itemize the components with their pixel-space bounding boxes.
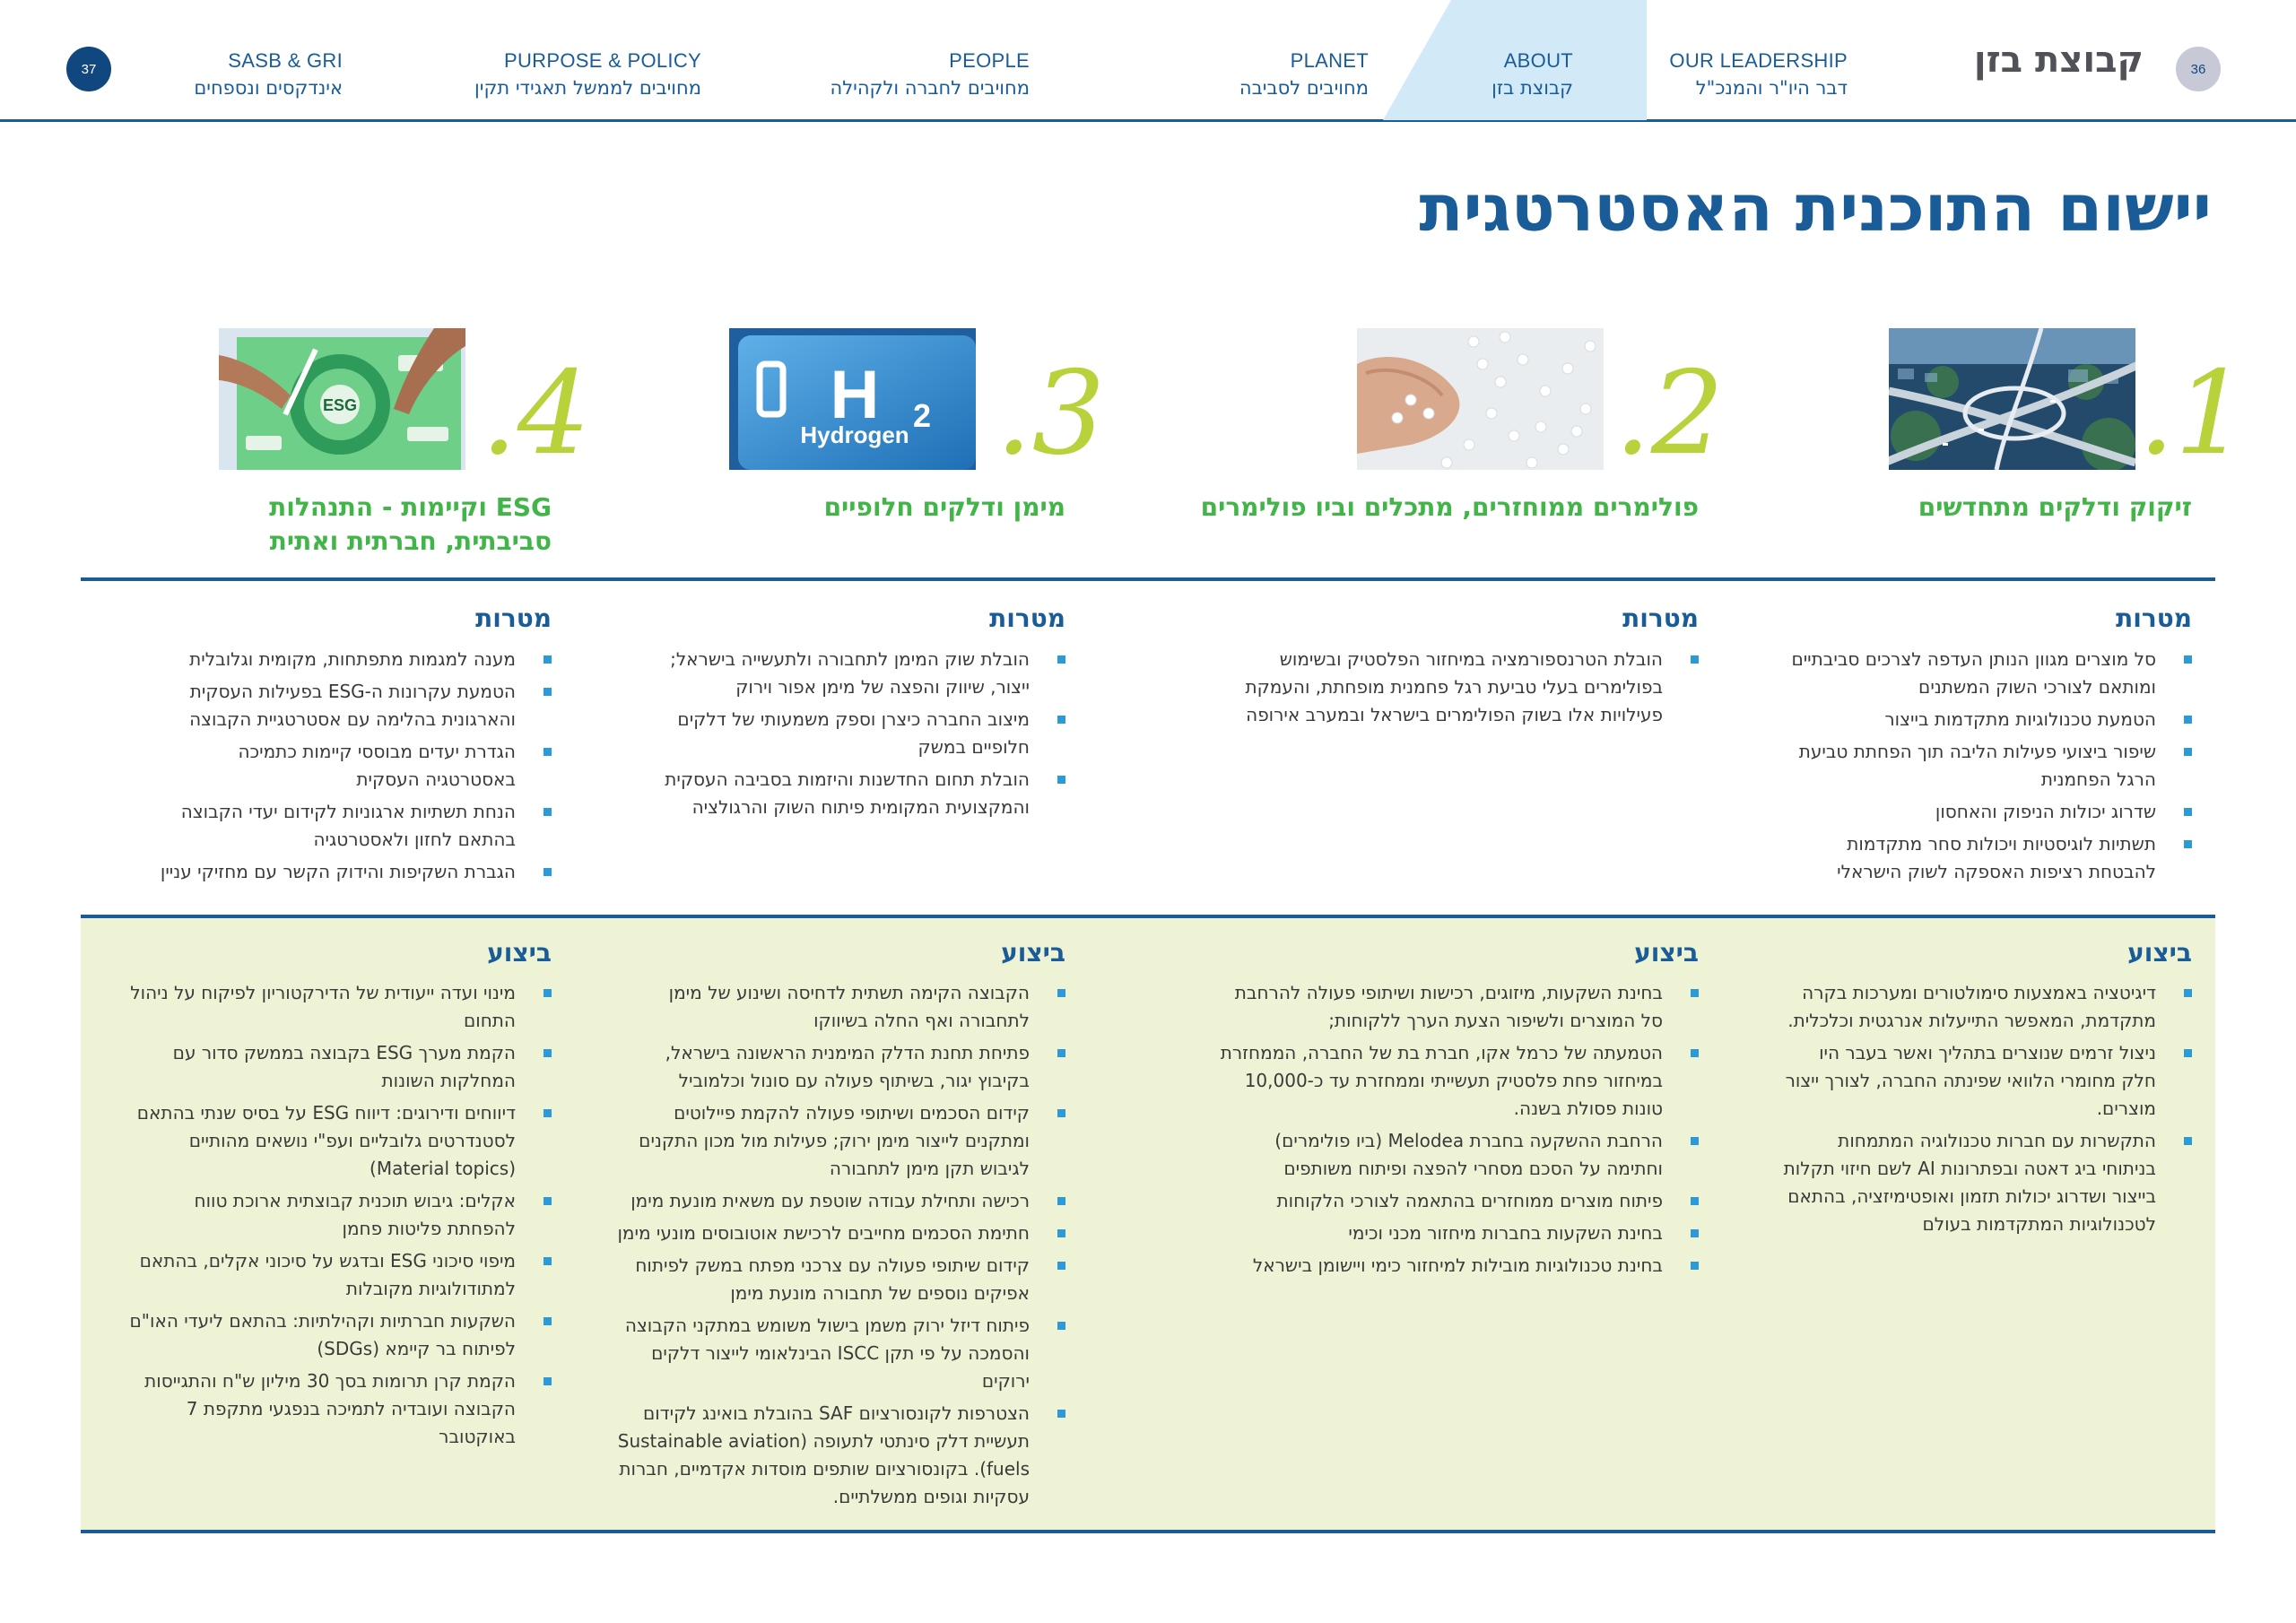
list-item: קידום הסכמים ושיתופי פעולה להקמת פיילוטים ומתקנים לייצור מימן ירוק; פעילות מול מכון התקנים לגיבוש תקן מימן לתחבורה bbox=[610, 1099, 1065, 1183]
nav-sasb-he: אינדקסים ונספחים bbox=[194, 77, 343, 99]
column-3-goals-label: מטרות bbox=[989, 603, 1065, 633]
divider-top bbox=[81, 577, 2215, 581]
column-2-goals-label: מטרות bbox=[1622, 603, 1699, 633]
column-2-execution-list bbox=[1220, 979, 1699, 1284]
list-item: בחינת השקעות, מיזוגים, רכישות ושיתופי פעולה להרחבת סל המוצרים ולשיפור הצעת הערך ללקוחות; bbox=[1220, 979, 1699, 1035]
esg-workshop-image bbox=[219, 328, 465, 470]
list-item: בחינת השקעות בחברות מיחזור מכני וכימי bbox=[1220, 1219, 1699, 1247]
list-item: הקמת קרן תרומות בסך 30 מיליון ש"ח והתגייסות הקבוצה ועובדיה לתמיכה בנפגעי מתקפת 7 באוקטובר bbox=[126, 1367, 552, 1451]
list-item: הרחבת ההשקעה בחברת Melodea (ביו פולימרים) וחתימה על הסכם מסחרי להפצה ופיתוח משותפים bbox=[1220, 1127, 1699, 1183]
nav-sasb-en: SASB & GRI bbox=[228, 49, 343, 72]
esg-image-text: ESG bbox=[322, 396, 358, 414]
page-number-left: 37 bbox=[66, 47, 111, 91]
list-item: הובלת שוק המימן לתחבורה ולתעשייה בישראל; ייצור, שיווק והפצה של מימן אפור וירוק bbox=[646, 646, 1065, 701]
nav-leadership-en: OUR LEADERSHIP bbox=[1669, 49, 1848, 72]
list-item: הטמעת עקרונות ה-ESG בפעילות העסקית והארגונית בהלימה עם אסטרטגיית הקבוצה bbox=[152, 678, 552, 733]
list-item: הגברת השקיפות והידוק הקשר עם מחזיקי עניין bbox=[152, 858, 552, 886]
top-navigation bbox=[0, 0, 2296, 122]
column-4-execution-list bbox=[126, 979, 552, 1455]
list-item: הנחת תשתיות ארגוניות לקידום יעדי הקבוצה בהתאם לחזון ולאסטרטגיה bbox=[152, 798, 552, 854]
divider-middle bbox=[81, 915, 2215, 918]
column-1-heading: זיקוק ודלקים מתחדשים bbox=[1918, 492, 2192, 522]
nav-planet-he: מחויבים לסביבה bbox=[1239, 77, 1369, 99]
column-4-execution-label: ביצוע bbox=[487, 938, 552, 968]
column-3-execution-label: ביצוע bbox=[1001, 938, 1065, 968]
column-1-goals-label: מטרות bbox=[2116, 603, 2192, 633]
column-1-number: .1 bbox=[2138, 347, 2248, 481]
column-2-number: .2 bbox=[1614, 347, 1725, 481]
page-title: יישום התוכנית האסטרטגית bbox=[1419, 170, 2212, 246]
nav-people-he: מחויבים לחברה ולקהילה bbox=[830, 77, 1030, 99]
list-item: פתיחת תחנת הדלק המימנית הראשונה בישראל, בקיבוץ יגור, בשיתוף פעולה עם סונול וכלמוביל bbox=[610, 1039, 1065, 1095]
column-3-number: .3 bbox=[996, 347, 1106, 481]
list-item: בחינת טכנולוגיות מובילות למיחזור כימי ויישומן בישראל bbox=[1220, 1252, 1699, 1280]
brand-logo-text: קבוצת בזן bbox=[1973, 39, 2144, 81]
list-item: הקמת מערך ESG בקבוצה בממשק סדור עם המחלקות השונות bbox=[126, 1039, 552, 1095]
column-1-goals-list bbox=[1783, 646, 2192, 890]
hydrogen-sign-image bbox=[729, 328, 976, 470]
column-2-heading: פולימרים ממוחזרים, מתכלים וביו פולימרים bbox=[1200, 492, 1699, 522]
column-2-execution-label: ביצוע bbox=[1634, 938, 1699, 968]
nav-planet-en: PLANET bbox=[1290, 49, 1369, 72]
nav-people-en: PEOPLE bbox=[949, 49, 1030, 72]
list-item: רכישה ותחילת עבודה שוטפת עם משאית מונעת מימן bbox=[610, 1187, 1065, 1215]
nav-people[interactable] bbox=[789, 47, 1030, 102]
list-item: הובלת הטרנספורמציה במיחזור הפלסטיק ובשימוש בפולימרים בעלי טביעת רגל פחמנית מופחתת, והעמקת פעילויות אלו בשוק הפולימרים בישראל ובמערב אירופה bbox=[1238, 646, 1699, 729]
nav-purpose-en: PURPOSE & POLICY bbox=[504, 49, 701, 72]
nav-about-en: ABOUT bbox=[1503, 49, 1573, 72]
list-item: חתימת הסכמים מחייבים לרכישת אוטובוסים מונעי מימן bbox=[610, 1219, 1065, 1247]
hydrogen-subscript: 2 bbox=[912, 397, 932, 434]
column-3-goals-list bbox=[646, 646, 1065, 826]
nav-leadership[interactable] bbox=[1668, 47, 1848, 102]
list-item: הטמעת טכנולוגיות מתקדמות בייצור bbox=[1783, 706, 2192, 733]
list-item: דיגיטציה באמצעות סימולטורים ומערכות בקרה מתקדמת, המאפשר התייעלות אנרגטית וכלכלית. bbox=[1783, 979, 2192, 1035]
nav-planet[interactable] bbox=[1166, 47, 1369, 102]
list-item: הצטרפות לקונסורציום SAF בהובלת בואינג לקידום תעשיית דלק סינתטי לתעופה (Sustainable aviation fuels). בקונסורציום שותפים מוסדות אקדמיים, חברות עסקיות וגופים ממשלתיים. bbox=[610, 1400, 1065, 1511]
list-item: הטמעתה של כרמל אקו, חברת בת של החברה, הממחזרת במיחזור פחת פלסטיק תעשייתי וממחזרת עד כ-10,000 טונות פסולת בשנה. bbox=[1220, 1039, 1699, 1123]
list-item: אקלים: גיבוש תוכנית קבוצתית ארוכת טווח להפחתת פליטות פחמן bbox=[126, 1187, 552, 1243]
list-item: דיווחים ודירוגים: דיווח ESG על בסיס שנתי בהתאם לסטנדרטים גלובליים ועפ"י נושאים מהותיים (Material topics) bbox=[126, 1099, 552, 1183]
column-4-heading: ESG וקיימות - התנהלות סביבתית, חברתית ואתית bbox=[269, 492, 552, 556]
page-number-right: 36 bbox=[2176, 47, 2221, 91]
list-item: מינוי ועדה ייעודית של הדירקטוריון לפיקוח על ניהול התחום bbox=[126, 979, 552, 1035]
nav-leadership-he: דבר היו"ר והמנכ"ל bbox=[1695, 77, 1848, 99]
column-3-heading: מימן ודלקים חלופיים bbox=[823, 492, 1065, 522]
column-4-goals-list bbox=[152, 646, 552, 890]
column-4-number: .4 bbox=[481, 347, 591, 481]
nav-purpose-he: מחויבים לממשל תאגידי תקין bbox=[474, 77, 701, 99]
list-item: שדרוג יכולות הניפוק והאחסון bbox=[1783, 798, 2192, 826]
list-item: פיתוח דיזל ירוק משמן בישול משומש במתקני הקבוצה והסמכה על פי תקן ISCC הבינלאומי לייצור דלקים ירוקים bbox=[610, 1312, 1065, 1395]
nav-sasb[interactable] bbox=[161, 47, 343, 102]
column-1-execution-list bbox=[1783, 979, 2192, 1243]
list-item: מיפוי סיכוני ESG ובדגש על סיכוני אקלים, בהתאם למתודולוגיות מקובלות bbox=[126, 1247, 552, 1303]
list-item: הגדרת יעדים מבוססי קיימות כתמיכה באסטרטגיה העסקית bbox=[152, 738, 552, 794]
list-item: הקבוצה הקימה תשתית לדחיסה ושינוע של מימן לתחבורה ואף החלה בשיווקו bbox=[610, 979, 1065, 1035]
column-4-goals-label: מטרות bbox=[475, 603, 552, 633]
column-1-execution-label: ביצוע bbox=[2127, 938, 2192, 968]
list-item: הובלת תחום החדשנות והיזמות בסביבה העסקית והמקצועית המקומית פיתוח השוק והרגולציה bbox=[646, 766, 1065, 821]
list-item: תשתיות לוגיסטיות ויכולות סחר מתקדמות להבטחת רציפות האספקה לשוק הישראלי bbox=[1783, 830, 2192, 886]
highway-interchange-image bbox=[1889, 328, 2135, 470]
list-item: מענה למגמות מתפתחות, מקומית וגלובלית bbox=[152, 646, 552, 673]
list-item: שיפור ביצועי פעילות הליבה תוך הפחתת טביעת הרגל הפחמנית bbox=[1783, 738, 2192, 794]
list-item: ניצול זרמים שנוצרים בתהליך ואשר בעבר היו חלק מחומרי הלוואי שפינתה החברה, לצורך ייצור מוצרים. bbox=[1783, 1039, 2192, 1123]
column-3-execution-list bbox=[610, 979, 1065, 1515]
list-item: מיצוב החברה כיצרן וספק משמעותי של דלקים חלופיים במשק bbox=[646, 706, 1065, 761]
list-item: קידום שיתופי פעולה עם צרכני מפתח במשק לפיתוח אפיקים נוספים של תחבורה מונעת מימן bbox=[610, 1252, 1065, 1307]
plastic-pellets-image bbox=[1357, 328, 1604, 470]
column-2-goals-list bbox=[1238, 646, 1699, 733]
hydrogen-symbol: H bbox=[830, 357, 880, 433]
nav-purpose[interactable] bbox=[448, 47, 701, 102]
nav-about[interactable] bbox=[1453, 47, 1573, 102]
list-item: סל מוצרים מגוון הנותן העדפה לצרכים סביבתיים ומותאם לצורכי השוק המשתנים bbox=[1783, 646, 2192, 701]
divider-bottom bbox=[81, 1530, 2215, 1533]
nav-about-he: קבוצת בזן bbox=[1492, 77, 1573, 99]
list-item: השקעות חברתיות וקהילתיות: בהתאם ליעדי האו"ם לפיתוח בר קיימא (SDGs) bbox=[126, 1307, 552, 1363]
list-item: התקשרות עם חברות טכנולוגיה המתמחות בניתוחי ביג דאטה ובפתרונות AI לשם חיזוי תקלות בייצור ושדרוג יכולות תזמון ואופטימיזציה, בהתאם לטכנולוגיות המתקדמות בעולם bbox=[1783, 1127, 2192, 1238]
hydrogen-word: Hydrogen bbox=[800, 421, 909, 448]
list-item: פיתוח מוצרים ממוחזרים בהתאמה לצורכי הלקוחות bbox=[1220, 1187, 1699, 1215]
